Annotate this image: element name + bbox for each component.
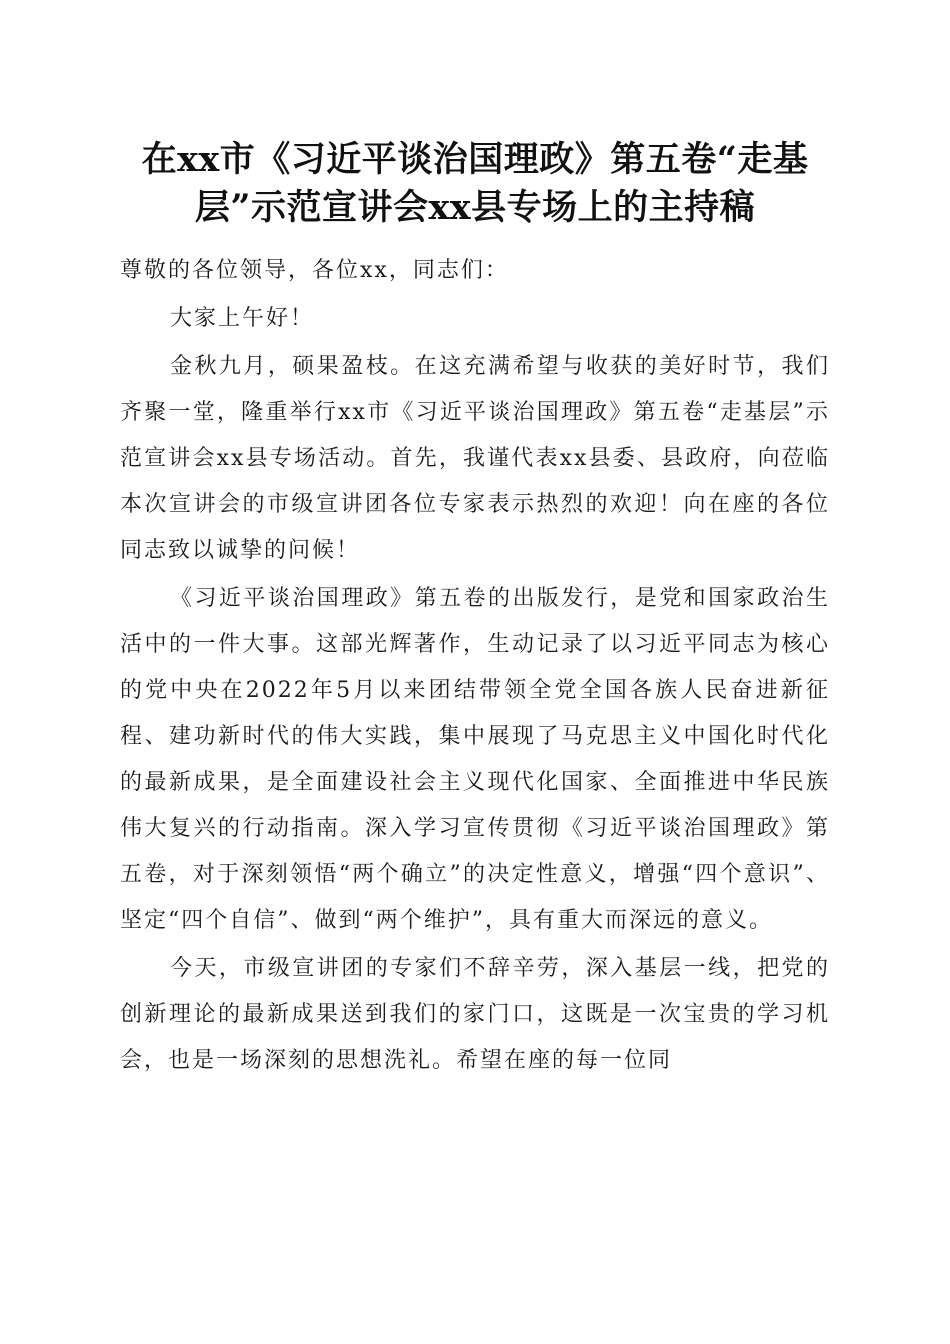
document-title: 在xx市《习近平谈治国理政》第五卷“走基层”示范宣讲会xx县专场上的主持稿	[141, 139, 809, 228]
paragraph-significance: 《习近平谈治国理政》第五卷的出版发行，是党和国家政治生活中的一件大事。这部光辉著作，生动记录了以习近平同志为核心的党中央在2022年5月以来团结带领全党全国各族人民奋进新征程、建功新时代的伟大实践，集中展现了马克思主义中国化时代化的最新成果，是全面建设社会主义现代化国家、全面推进中华民族伟大复兴的行动指南。深入学习宣传贯彻《习近平谈治国理政》第五卷，对于深刻领悟“两个确立”的决定性意义，增强“四个意识”、坚定“四个自信”、做到“两个维护”，具有重大而深远的意义。	[120, 586, 830, 933]
paragraph-today: 今天，市级宣讲团的专家们不辞辛劳，深入基层一线，把党的创新理论的最新成果送到我们的家门口，这既是一次宝贵的学习机会，也是一场深刻的思想洗礼。希望在座的每一位同	[120, 956, 830, 1073]
salutation: 尊敬的各位领导，各位xx，同志们：	[120, 258, 509, 283]
paragraph-opening: 金秋九月，硕果盈枝。在这充满希望与收获的美好时节，我们齐聚一堂，隆重举行xx市《习近平谈治国理政》第五卷“走基层”示范宣讲会xx县专场活动。首先，我谨代表xx县委、县政府，向莅临本次宣讲会的市级宣讲团各位专家表示热烈的欢迎！向在座的各位同志致以诚挚的问候！	[120, 354, 830, 563]
paragraph-greeting: 大家上午好！	[170, 306, 315, 331]
document-body	[120, 248, 830, 1086]
